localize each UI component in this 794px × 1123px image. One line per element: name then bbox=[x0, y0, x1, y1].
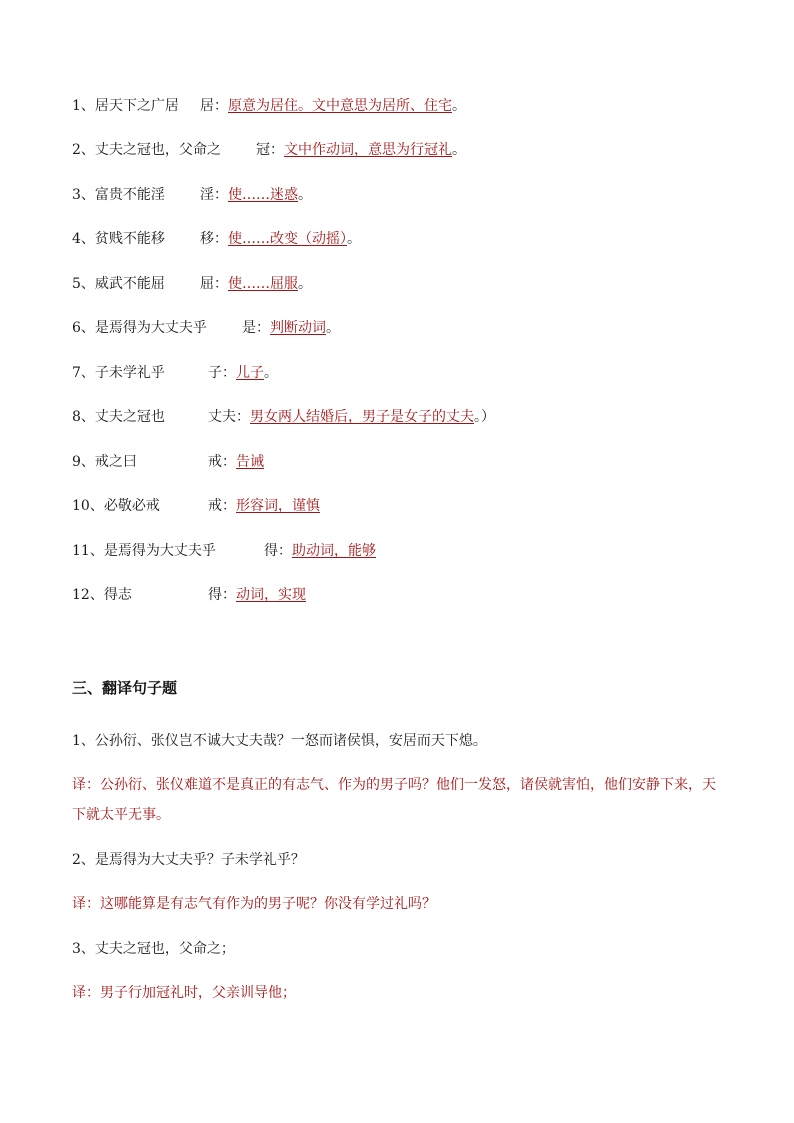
vocab-item-4 bbox=[72, 229, 361, 249]
vocab-answer: 原意为居住。文中意思为居所、住宅 bbox=[228, 98, 452, 114]
vocab-item-3 bbox=[72, 185, 312, 205]
vocab-tail: 。 bbox=[326, 320, 340, 336]
vocab-item-5 bbox=[72, 274, 312, 294]
vocab-word: 子： bbox=[208, 365, 236, 381]
vocab-word: 居： bbox=[200, 98, 228, 114]
translation-2: 译：这哪能算是有志气有作为的男子呢？你没有学过礼吗？ bbox=[72, 896, 436, 912]
vocab-answer: 助动词，能够 bbox=[292, 543, 376, 559]
vocab-question: 2、丈夫之冠也，父命之 bbox=[72, 142, 221, 158]
vocab-word: 淫： bbox=[200, 187, 228, 203]
vocab-tail: 。 bbox=[264, 365, 278, 381]
question-2: 2、是焉得为大丈夫乎？子未学礼乎？ bbox=[72, 852, 305, 868]
vocab-word: 冠： bbox=[256, 142, 284, 158]
vocab-question: 6、是焉得为大丈夫乎 bbox=[72, 320, 207, 336]
vocab-question: 10、必敬必戒 bbox=[72, 498, 160, 514]
vocab-tail: 。） bbox=[474, 409, 495, 425]
vocab-word: 得： bbox=[264, 543, 292, 559]
vocab-tail: 。 bbox=[347, 231, 361, 247]
translation-1: 译：公孙衍、张仪难道不是真正的有志气、作为的男子吗？他们一发怒，诸侯就害怕，他们安静下来，天下就太平无事。 bbox=[72, 777, 716, 823]
vocab-answer: 男女两人结婚后，男子是女子的丈夫 bbox=[250, 409, 474, 425]
question-3: 3、丈夫之冠也，父命之； bbox=[72, 941, 235, 957]
vocab-answer: 形容词，谨慎 bbox=[236, 498, 320, 514]
vocab-answer: 判断动词 bbox=[270, 320, 326, 336]
vocab-word: 戒： bbox=[208, 498, 236, 514]
vocab-question: 8、丈夫之冠也 bbox=[72, 409, 165, 425]
vocab-item-7 bbox=[72, 363, 278, 383]
vocab-word: 丈夫： bbox=[208, 409, 250, 425]
vocab-item-1 bbox=[72, 96, 466, 116]
vocab-tail: 。 bbox=[452, 98, 466, 114]
vocab-question: 11、是焉得为大丈夫乎 bbox=[72, 543, 216, 559]
vocab-word: 移： bbox=[200, 231, 228, 247]
vocab-question: 9、戒之曰 bbox=[72, 454, 137, 470]
vocab-item-9 bbox=[72, 452, 264, 472]
vocab-word: 屈： bbox=[200, 276, 228, 292]
vocab-question: 12、得志 bbox=[72, 587, 132, 603]
vocab-tail: 。 bbox=[298, 276, 312, 292]
vocab-answer: 使……改变（动摇） bbox=[228, 231, 347, 247]
vocab-item-6 bbox=[72, 318, 340, 338]
vocab-answer: 文中作动词，意思为行冠礼 bbox=[284, 142, 452, 158]
vocab-word: 戒： bbox=[208, 454, 236, 470]
question-1: 1、公孙衍、张仪岂不诚大丈夫哉？一怒而诸侯惧，安居而天下熄。 bbox=[72, 733, 487, 749]
vocab-answer: 儿子 bbox=[236, 365, 264, 381]
vocab-item-8 bbox=[72, 407, 495, 427]
vocab-item-12 bbox=[72, 585, 306, 605]
vocab-question: 7、子未学礼乎 bbox=[72, 365, 165, 381]
vocab-word: 得： bbox=[208, 587, 236, 603]
vocab-item-10 bbox=[72, 496, 320, 516]
vocab-item-2 bbox=[72, 140, 466, 160]
vocab-question: 5、威武不能屈 bbox=[72, 276, 165, 292]
translation-3: 译：男子行加冠礼时，父亲训导他； bbox=[72, 985, 296, 1001]
vocab-item-11 bbox=[72, 541, 376, 561]
vocab-question: 3、富贵不能淫 bbox=[72, 187, 165, 203]
vocab-word: 是： bbox=[242, 320, 270, 336]
section-title: 三、翻译句子题 bbox=[72, 679, 178, 697]
vocab-answer: 告诫 bbox=[236, 454, 264, 470]
vocab-answer: 使……屈服 bbox=[228, 276, 298, 292]
vocab-question: 1、居天下之广居 bbox=[72, 98, 179, 114]
vocab-question: 4、贫贱不能移 bbox=[72, 231, 165, 247]
vocab-answer: 使……迷惑 bbox=[228, 187, 298, 203]
vocab-answer: 动词，实现 bbox=[236, 587, 306, 603]
vocab-tail: 。 bbox=[452, 142, 466, 158]
vocab-tail: 。 bbox=[298, 187, 312, 203]
